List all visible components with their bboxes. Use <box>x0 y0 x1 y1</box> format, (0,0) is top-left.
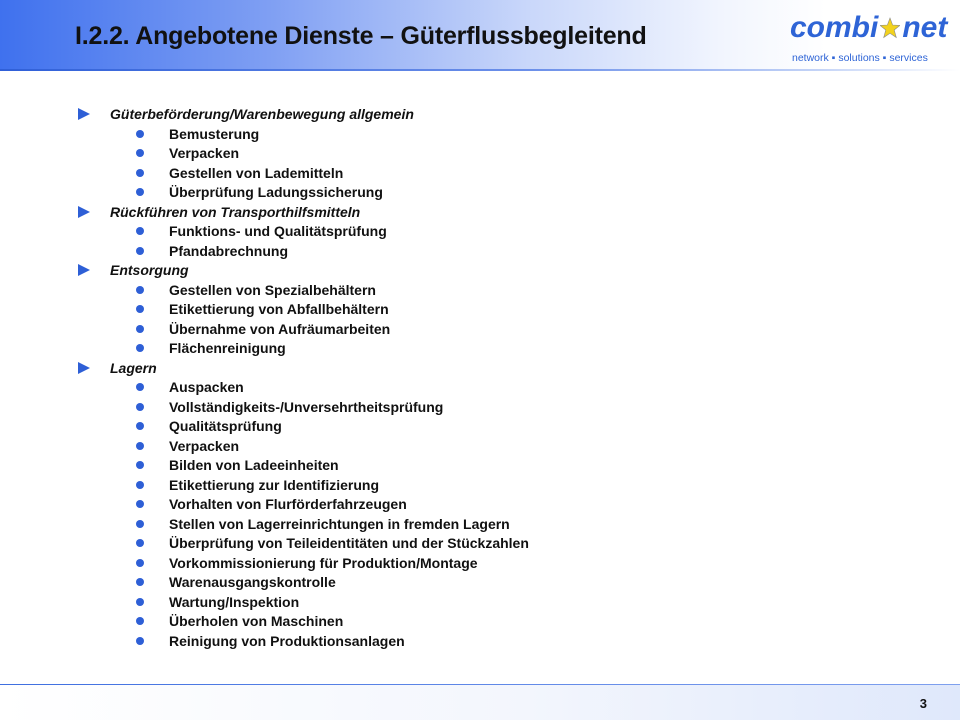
list-item <box>78 436 898 456</box>
round-bullet-icon <box>136 149 144 157</box>
list-item <box>78 416 898 436</box>
service-list <box>78 104 898 650</box>
list-item <box>78 397 898 417</box>
list-item <box>78 514 898 534</box>
round-bullet-icon <box>136 637 144 645</box>
list-item-text: Verpacken <box>169 437 240 454</box>
round-bullet-icon <box>136 227 144 235</box>
logo-word-right: net <box>902 11 948 45</box>
page-number: 3 <box>919 696 927 711</box>
list-item <box>78 592 898 612</box>
star-icon <box>880 16 900 40</box>
round-bullet-icon <box>136 422 144 430</box>
list-item <box>78 182 898 202</box>
list-item-text: Funktions- und Qualitätsprüfung <box>169 223 387 239</box>
list-item-text: Gestellen von Lademitteln <box>169 164 344 181</box>
header-divider <box>0 69 960 71</box>
section-heading <box>78 202 898 222</box>
list-item <box>78 494 898 514</box>
right-triangle-arrow-icon <box>78 108 90 120</box>
list-item-text: Vorhalten von Flurförderfahrzeugen <box>169 496 407 512</box>
list-item-text: Verpacken <box>169 145 240 161</box>
list-item-text: Bilden von Ladeeinheiten <box>169 457 339 473</box>
list-item-text: Stellen von Lagerreinrichtungen in fremden Lagern <box>169 515 510 532</box>
list-item-text: Vorkommissionierung für Produktion/Montage <box>169 554 478 571</box>
list-item-text: Bemusterung <box>169 125 260 142</box>
round-bullet-icon <box>136 169 144 177</box>
list-item-text: Warenausgangskontrolle <box>169 574 336 590</box>
list-item-text: Wartung/Inspektion <box>169 593 300 610</box>
round-bullet-icon <box>136 442 144 450</box>
round-bullet-icon <box>136 559 144 567</box>
right-triangle-arrow-icon <box>78 264 90 276</box>
section-title: Lagern <box>110 359 157 376</box>
round-bullet-icon <box>136 247 144 255</box>
list-item <box>78 377 898 397</box>
list-item <box>78 319 898 339</box>
list-item-text: Reinigung von Produktionsanlagen <box>169 632 405 649</box>
list-item <box>78 338 898 358</box>
list-item-text: Flächenreinigung <box>169 340 286 356</box>
list-item-text: Überprüfung Ladungssicherung <box>169 184 383 200</box>
section-heading <box>78 104 898 124</box>
list-item <box>78 280 898 300</box>
list-item <box>78 455 898 475</box>
list-item <box>78 163 898 183</box>
round-bullet-icon <box>136 520 144 528</box>
list-item-text: Gestellen von Spezialbehältern <box>169 281 376 298</box>
list-item <box>78 553 898 573</box>
round-bullet-icon <box>136 598 144 606</box>
right-triangle-arrow-icon <box>78 362 90 374</box>
round-bullet-icon <box>136 188 144 196</box>
section-title: Güterbeförderung/Warenbewegung allgemein <box>110 106 414 122</box>
logo <box>786 6 946 66</box>
round-bullet-icon <box>136 383 144 391</box>
section-rueckfuehren <box>78 202 898 261</box>
list-item <box>78 611 898 631</box>
round-bullet-icon <box>136 481 144 489</box>
list-item-text: Etikettierung zur Identifizierung <box>169 476 380 493</box>
logo-tagline: network ▪ solutions ▪ services <box>792 52 928 64</box>
list-item <box>78 631 898 651</box>
round-bullet-icon <box>136 286 144 294</box>
section-heading <box>78 358 898 378</box>
round-bullet-icon <box>136 578 144 586</box>
list-item <box>78 572 898 592</box>
right-triangle-arrow-icon <box>78 206 90 218</box>
round-bullet-icon <box>136 325 144 333</box>
round-bullet-icon <box>136 403 144 411</box>
section-entsorgung <box>78 260 898 358</box>
round-bullet-icon <box>136 461 144 469</box>
round-bullet-icon <box>136 539 144 547</box>
logo-word-left: combi <box>790 11 879 45</box>
list-item-text: Überholen von Maschinen <box>169 613 344 629</box>
list-item <box>78 533 898 553</box>
list-item <box>78 241 898 261</box>
list-item <box>78 299 898 319</box>
list-item-text: Qualitätsprüfung <box>169 418 282 434</box>
section-heading <box>78 260 898 280</box>
list-item <box>78 143 898 163</box>
section-title: Entsorgung <box>110 262 189 278</box>
round-bullet-icon <box>136 344 144 352</box>
footer <box>0 685 960 720</box>
section-gueterbefoerderung <box>78 104 898 202</box>
round-bullet-icon <box>136 500 144 508</box>
list-item <box>78 221 898 241</box>
section-title: Rückführen von Transporthilfsmitteln <box>110 203 361 220</box>
list-item-text: Übernahme von Aufräumarbeiten <box>169 320 391 337</box>
list-item-text: Etikettierung von Abfallbehältern <box>169 301 389 317</box>
list-item-text: Auspacken <box>169 379 244 395</box>
list-item-text: Überprüfung von Teileidentitäten und der Stückzahlen <box>169 535 529 551</box>
logo-wordmark <box>790 10 947 46</box>
round-bullet-icon <box>136 305 144 313</box>
list-item-text: Pfandabrechnung <box>169 242 289 259</box>
list-item <box>78 124 898 144</box>
round-bullet-icon <box>136 617 144 625</box>
round-bullet-icon <box>136 130 144 138</box>
list-item-text: Vollständigkeits-/Unversehrtheitsprüfung <box>169 398 444 415</box>
list-item <box>78 475 898 495</box>
page-title: I.2.2. Angebotene Dienste – Güterflussbegleitend <box>75 22 647 50</box>
section-lagern <box>78 358 898 651</box>
